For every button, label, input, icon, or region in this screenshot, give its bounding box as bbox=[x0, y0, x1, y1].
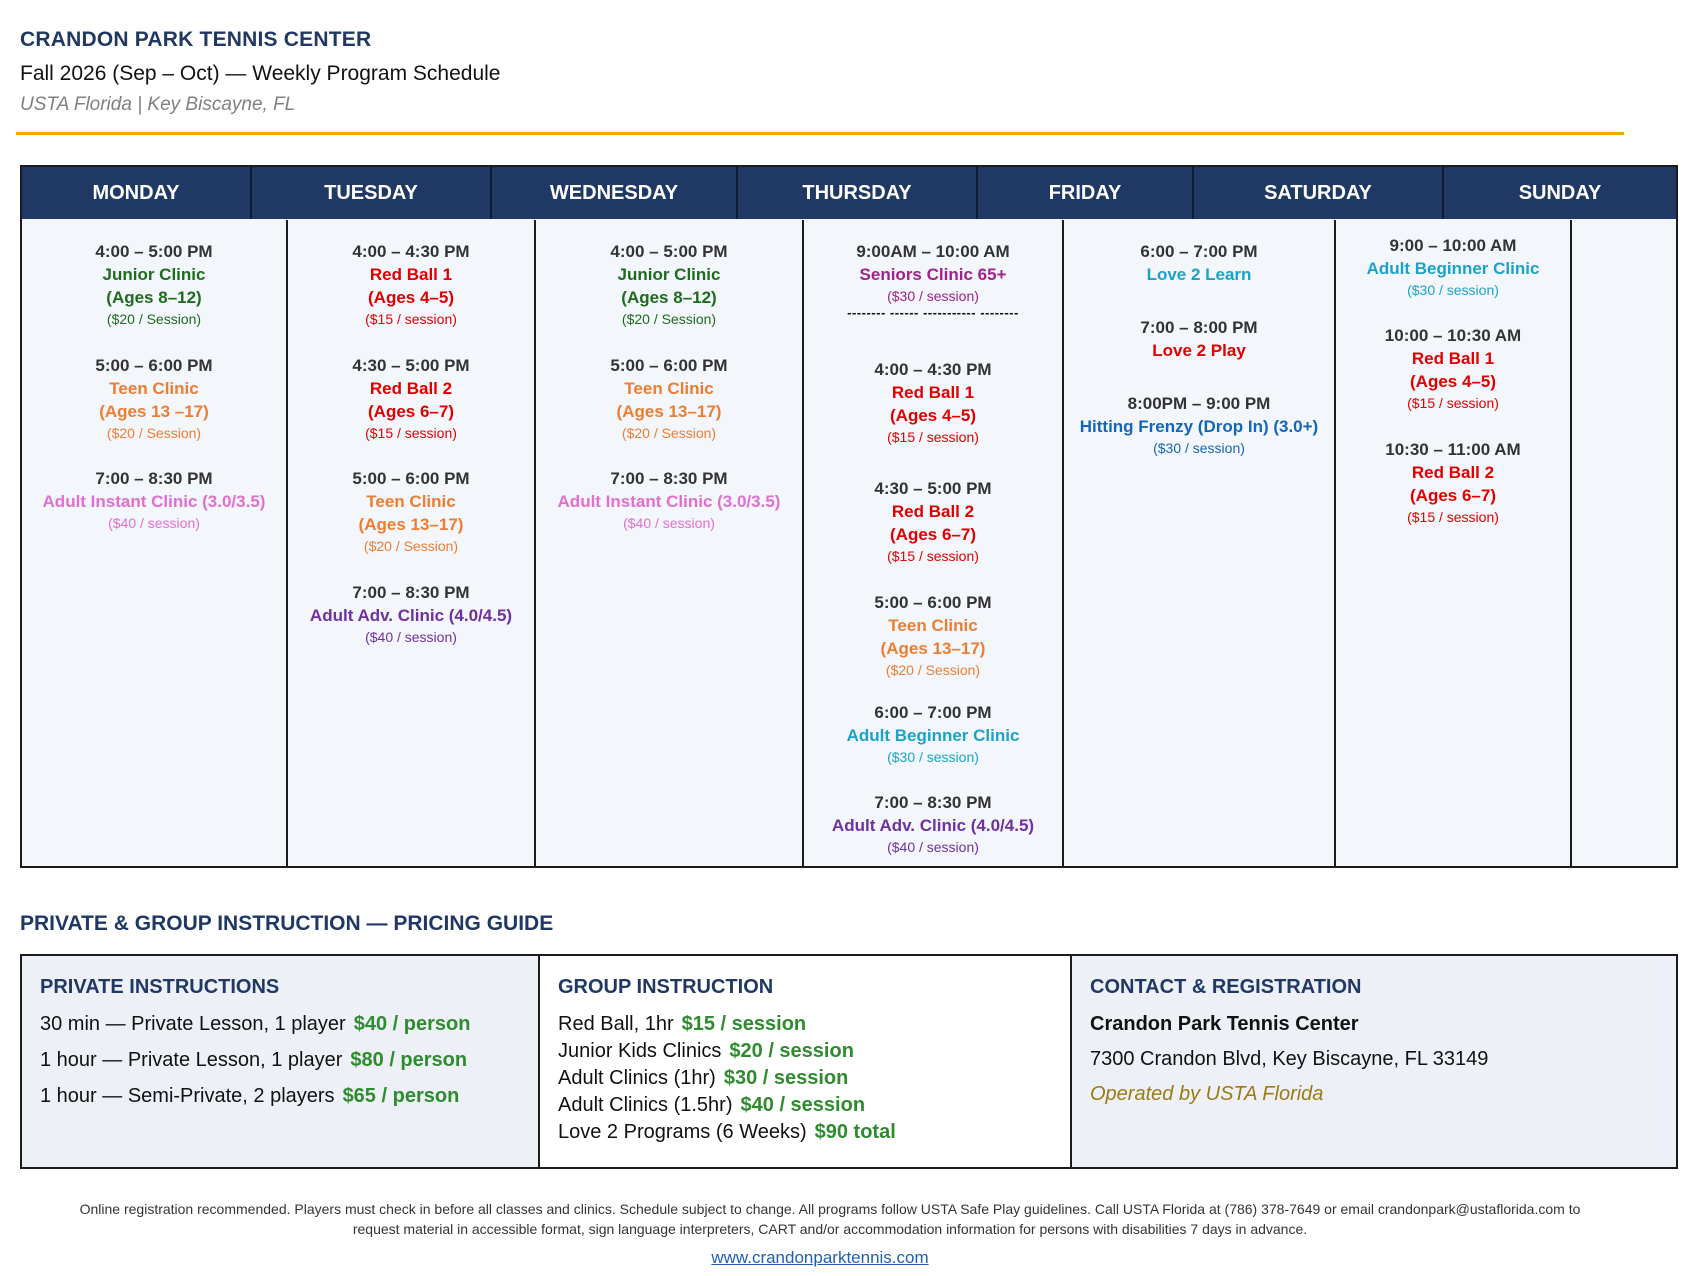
schedule-event bbox=[22, 467, 286, 533]
event-name: Red Ball 2 bbox=[1411, 463, 1495, 482]
event-price: ($20 / Session) bbox=[106, 425, 202, 441]
schedule-event bbox=[1336, 438, 1570, 527]
event-price: ($30 / session) bbox=[1153, 440, 1245, 456]
event-price: ($15 / session) bbox=[365, 425, 457, 441]
event-price: ($15 / session) bbox=[887, 548, 979, 564]
event-price: ($40 / session) bbox=[365, 629, 457, 645]
event-time: 4:00 – 5:00 PM bbox=[95, 242, 213, 261]
pricing-guide-title: PRIVATE & GROUP INSTRUCTION — PRICING GUIDE bbox=[20, 912, 554, 935]
schedule-header-row bbox=[22, 167, 1676, 219]
event-time: 6:00 – 7:00 PM bbox=[1140, 242, 1258, 261]
header-divider bbox=[16, 132, 1624, 135]
price-row bbox=[40, 1049, 520, 1072]
pricing-guide bbox=[20, 954, 1678, 1169]
schedule-event bbox=[536, 467, 802, 533]
event-time: 4:30 – 5:00 PM bbox=[874, 479, 992, 498]
schedule-event bbox=[804, 358, 1062, 447]
wednesday-column bbox=[536, 220, 804, 866]
event-ages: (Ages 8–12) bbox=[621, 288, 717, 307]
price-label: 1 hour — Private Lesson, 1 player bbox=[40, 1049, 343, 1071]
price-amount: $65 / person bbox=[342, 1085, 460, 1107]
event-ages: (Ages 13–17) bbox=[880, 639, 986, 658]
event-name: Adult Instant Clinic (3.0/3.5) bbox=[557, 492, 781, 511]
page-subtitle: Fall 2026 (Sep – Oct) — Weekly Program Schedule bbox=[20, 62, 501, 85]
footer-note-line-2: request material in accessible format, sign language interpreters, CART and/or accommodation information for persons with disabilities 7 days in advance. bbox=[352, 1221, 1308, 1237]
price-label: Red Ball, 1hr bbox=[558, 1013, 674, 1035]
price-label: 1 hour — Semi-Private, 2 players bbox=[40, 1085, 335, 1107]
day-header-friday: FRIDAY bbox=[978, 167, 1194, 219]
schedule-event bbox=[1064, 316, 1334, 362]
event-price: ($20 / Session) bbox=[621, 311, 717, 327]
event-time: 5:00 – 6:00 PM bbox=[610, 356, 728, 375]
schedule-event bbox=[1336, 324, 1570, 413]
event-name: Teen Clinic bbox=[624, 379, 714, 398]
event-name: Red Ball 1 bbox=[1411, 349, 1495, 368]
schedule-event bbox=[22, 240, 286, 329]
price-row bbox=[558, 1067, 1052, 1090]
event-name: Red Ball 1 bbox=[891, 383, 975, 402]
price-row bbox=[40, 1085, 520, 1108]
page-title: CRANDON PARK TENNIS CENTER bbox=[20, 28, 372, 51]
event-time: 4:00 – 5:00 PM bbox=[610, 242, 728, 261]
event-name: Red Ball 1 bbox=[369, 265, 453, 284]
contact-address: 7300 Crandon Blvd, Key Biscayne, FL 33149 bbox=[1090, 1048, 1489, 1070]
price-label: Love 2 Programs (6 Weeks) bbox=[558, 1121, 807, 1143]
event-name: Teen Clinic bbox=[888, 616, 978, 635]
event-time: 7:00 – 8:30 PM bbox=[352, 583, 470, 602]
day-header-saturday: SATURDAY bbox=[1194, 167, 1444, 219]
event-name: Adult Instant Clinic (3.0/3.5) bbox=[42, 492, 266, 511]
group-heading: GROUP INSTRUCTION bbox=[558, 976, 774, 998]
event-price: ($15 / session) bbox=[1407, 509, 1499, 525]
price-row bbox=[558, 1013, 1052, 1036]
event-time: 8:00PM – 9:00 PM bbox=[1127, 394, 1271, 413]
event-ages: (Ages 13–17) bbox=[358, 515, 464, 534]
event-price: ($20 / Session) bbox=[363, 538, 459, 554]
schedule-event bbox=[288, 240, 534, 329]
price-amount: $15 / session bbox=[681, 1013, 807, 1035]
event-price: ($20 / Session) bbox=[621, 425, 717, 441]
schedule-event bbox=[804, 240, 1062, 306]
event-ages: (Ages 6–7) bbox=[368, 402, 454, 421]
price-amount: $80 / person bbox=[350, 1049, 468, 1071]
contact-org: Crandon Park Tennis Center bbox=[1090, 1013, 1359, 1035]
event-time: 4:30 – 5:00 PM bbox=[352, 356, 470, 375]
day-header-tuesday: TUESDAY bbox=[252, 167, 492, 219]
private-heading: PRIVATE INSTRUCTIONS bbox=[40, 976, 280, 998]
day-header-sunday: SUNDAY bbox=[1518, 181, 1602, 204]
monday-column bbox=[22, 220, 288, 866]
schedule-event bbox=[22, 354, 286, 443]
event-time: 4:00 – 4:30 PM bbox=[874, 360, 992, 379]
schedule-event bbox=[288, 581, 534, 647]
event-price: ($20 / Session) bbox=[106, 311, 202, 327]
event-price: ($15 / session) bbox=[365, 311, 457, 327]
event-time: 10:00 – 10:30 AM bbox=[1384, 326, 1522, 345]
event-time: 9:00 – 10:00 AM bbox=[1389, 236, 1517, 255]
contact-registration-panel bbox=[1072, 956, 1676, 1167]
schedule-event bbox=[536, 240, 802, 329]
price-row bbox=[558, 1121, 1052, 1144]
day-header-thursday: THURSDAY bbox=[738, 167, 978, 219]
day-header-wednesday: WEDNESDAY bbox=[492, 167, 738, 219]
event-name: Adult Adv. Clinic (4.0/4.5) bbox=[309, 606, 513, 625]
event-time: 5:00 – 6:00 PM bbox=[874, 593, 992, 612]
event-price: ($15 / session) bbox=[1407, 395, 1499, 411]
schedule-event bbox=[804, 477, 1062, 566]
day-header-monday: MONDAY bbox=[22, 167, 252, 219]
price-amount: $90 total bbox=[814, 1121, 896, 1143]
event-name: Love 2 Learn bbox=[1146, 265, 1252, 284]
thursday-separator: -------- ------ ----------- -------- bbox=[847, 305, 1019, 320]
schedule-event bbox=[1064, 392, 1334, 458]
schedule-event bbox=[536, 354, 802, 443]
footer-note bbox=[20, 1199, 1640, 1239]
schedule-event bbox=[1064, 240, 1334, 286]
event-name: Adult Beginner Clinic bbox=[1366, 259, 1540, 278]
event-name: Teen Clinic bbox=[109, 379, 199, 398]
event-time: 9:00AM – 10:00 AM bbox=[856, 242, 1010, 261]
event-price: ($40 / session) bbox=[108, 515, 200, 531]
website-link[interactable]: www.crandonparktennis.com bbox=[711, 1248, 929, 1267]
event-time: 6:00 – 7:00 PM bbox=[874, 703, 992, 722]
event-price: ($15 / session) bbox=[887, 429, 979, 445]
schedule-event bbox=[804, 591, 1062, 680]
event-time: 7:00 – 8:30 PM bbox=[610, 469, 728, 488]
price-row bbox=[558, 1094, 1052, 1117]
event-price: ($40 / session) bbox=[623, 515, 715, 531]
event-name: Hitting Frenzy (Drop In) (3.0+) bbox=[1079, 417, 1319, 436]
price-label: 30 min — Private Lesson, 1 player bbox=[40, 1013, 346, 1035]
event-price: ($20 / Session) bbox=[885, 662, 981, 678]
event-name: Red Ball 2 bbox=[369, 379, 453, 398]
price-amount: $30 / session bbox=[723, 1067, 849, 1089]
event-time: 7:00 – 8:30 PM bbox=[874, 793, 992, 812]
event-name: Junior Clinic bbox=[102, 265, 206, 284]
event-price: ($30 / session) bbox=[887, 749, 979, 765]
event-name: Red Ball 2 bbox=[891, 502, 975, 521]
event-ages: (Ages 4–5) bbox=[1410, 372, 1496, 391]
event-price: ($30 / session) bbox=[887, 288, 979, 304]
page-location: USTA Florida | Key Biscayne, FL bbox=[20, 94, 296, 115]
private-instructions-panel bbox=[22, 956, 540, 1167]
event-ages: (Ages 4–5) bbox=[890, 406, 976, 425]
event-ages: (Ages 8–12) bbox=[106, 288, 202, 307]
page-header bbox=[20, 28, 1630, 116]
saturday-column bbox=[1336, 220, 1572, 866]
thursday-column bbox=[804, 220, 1064, 866]
schedule-event bbox=[288, 467, 534, 556]
event-name: Adult Adv. Clinic (4.0/4.5) bbox=[831, 816, 1035, 835]
event-name: Love 2 Play bbox=[1152, 341, 1246, 360]
price-label: Adult Clinics (1hr) bbox=[558, 1067, 716, 1089]
event-price: ($40 / session) bbox=[887, 839, 979, 855]
price-amount: $40 / session bbox=[740, 1094, 866, 1116]
event-time: 10:30 – 11:00 AM bbox=[1385, 440, 1521, 459]
event-ages: (Ages 13 –17) bbox=[99, 402, 209, 421]
event-ages: (Ages 4–5) bbox=[368, 288, 454, 307]
price-label: Adult Clinics (1.5hr) bbox=[558, 1094, 733, 1116]
schedule-event bbox=[1336, 234, 1570, 300]
event-price: ($30 / session) bbox=[1407, 282, 1499, 298]
event-name: Teen Clinic bbox=[366, 492, 456, 511]
price-label: Junior Kids Clinics bbox=[558, 1040, 722, 1062]
event-name: Junior Clinic bbox=[617, 265, 721, 284]
tuesday-column bbox=[288, 220, 536, 866]
sunday-column bbox=[1572, 220, 1676, 866]
event-time: 4:00 – 4:30 PM bbox=[352, 242, 470, 261]
price-row bbox=[40, 1013, 520, 1036]
footer-note-line-1: Online registration recommended. Players must check in before all classes and clinics. Schedule subject to change. All programs follow USTA Safe Play guidelines. Call USTA Florida at (786) 378-7649 or email crandonpark@ustaflorida.com to bbox=[79, 1201, 1581, 1217]
price-row bbox=[558, 1040, 1052, 1063]
contact-heading: CONTACT & REGISTRATION bbox=[1090, 976, 1362, 998]
friday-column bbox=[1064, 220, 1336, 866]
price-amount: $40 / person bbox=[353, 1013, 471, 1035]
event-name: Adult Beginner Clinic bbox=[846, 726, 1020, 745]
weekly-schedule-table bbox=[20, 165, 1678, 868]
footer-link-wrap bbox=[0, 1248, 1640, 1268]
event-time: 7:00 – 8:30 PM bbox=[95, 469, 213, 488]
schedule-event bbox=[288, 354, 534, 443]
event-ages: (Ages 6–7) bbox=[890, 525, 976, 544]
event-time: 5:00 – 6:00 PM bbox=[352, 469, 470, 488]
schedule-event bbox=[804, 791, 1062, 857]
schedule-event bbox=[804, 701, 1062, 767]
event-ages: (Ages 13–17) bbox=[616, 402, 722, 421]
contact-operator: Operated by USTA Florida bbox=[1090, 1083, 1324, 1105]
event-time: 5:00 – 6:00 PM bbox=[95, 356, 213, 375]
price-amount: $20 / session bbox=[729, 1040, 854, 1062]
event-ages: (Ages 6–7) bbox=[1410, 486, 1496, 505]
event-time: 7:00 – 8:00 PM bbox=[1140, 318, 1258, 337]
group-instruction-panel bbox=[540, 956, 1072, 1167]
event-name: Seniors Clinic 65+ bbox=[859, 265, 1007, 284]
